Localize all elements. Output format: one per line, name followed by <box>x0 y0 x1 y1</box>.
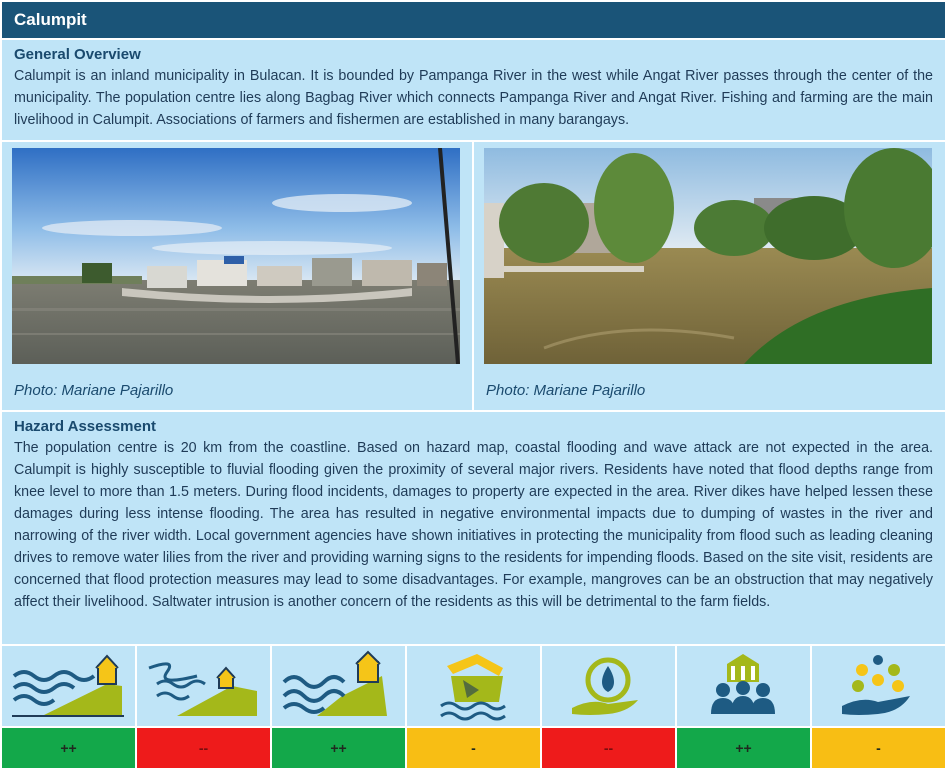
rating-governance: ++ <box>677 728 810 768</box>
photo-column-left <box>2 142 472 410</box>
community-icon <box>812 646 945 726</box>
rating-property-damage: - <box>407 728 540 768</box>
river-flooding-icon <box>137 646 270 726</box>
page-title: Calumpit <box>2 2 945 38</box>
rating-environment: -- <box>542 728 675 768</box>
indicator-icons-row <box>2 646 945 726</box>
wave-attack-icon <box>272 646 405 726</box>
hazard-assessment-heading: Hazard Assessment <box>14 418 157 435</box>
hazard-assessment-text: The population centre is 20 km from the coastline. Based on hazard map, coastal flooding and wave attack are not expected in the area. Calumpit is highly susceptible to fluvial flooding given the proximity of several major rivers. Residents have noted that flood depths range from knee level to more than 1.5 meters. During flood incidents, damages to property are expected in the area. River dikes have helped lessen these damages during less intense flooding. The area has resulted in negative environmental impacts due to dumping of wastes in the river and narrowing of the river width. Local government agencies have shown initiatives in protecting the municipality from flood such as leading cleaning drives to remove water lilies from the river and providing warning signs to the residents for impending floods. Based on the site visit, residents are concerned that flood protection measures may lead to some disadvantages. For example, mangroves can be an obstruction that may negatively affect their livelihood. Saltwater intrusion is another concern of the residents as this will be detrimental to the farm fields. <box>14 440 933 610</box>
coastal-flooding-icon <box>2 646 135 726</box>
general-overview-heading: General Overview <box>14 46 141 63</box>
general-overview-section <box>2 40 945 140</box>
rating-river-flooding: -- <box>137 728 270 768</box>
rating-wave-attack: ++ <box>272 728 405 768</box>
flooded-river-photo <box>484 148 932 364</box>
rating-coastal-flooding: ++ <box>2 728 135 768</box>
photo-caption-left: Photo: Mariane Pajarillo <box>14 382 174 399</box>
indicator-ratings-row <box>2 728 945 768</box>
hazard-assessment-section <box>2 412 945 644</box>
photos-section <box>2 142 945 410</box>
photo-caption-right: Photo: Mariane Pajarillo <box>486 382 646 399</box>
river-town-photo <box>12 148 460 364</box>
environment-icon <box>542 646 675 726</box>
photo-column-right <box>474 142 945 410</box>
rating-community: - <box>812 728 945 768</box>
general-overview-text: Calumpit is an inland municipality in Bulacan. It is bounded by Pampanga River in the west while Angat River passes through the center of the municipality. The population centre lies along Bagbag River which connects Pampanga River and Angat River. Fishing and farming are the main livelihood in Calumpit. Associations of farmers and fishermen are established in many barangays. <box>14 68 933 128</box>
property-damage-icon <box>407 646 540 726</box>
governance-icon <box>677 646 810 726</box>
